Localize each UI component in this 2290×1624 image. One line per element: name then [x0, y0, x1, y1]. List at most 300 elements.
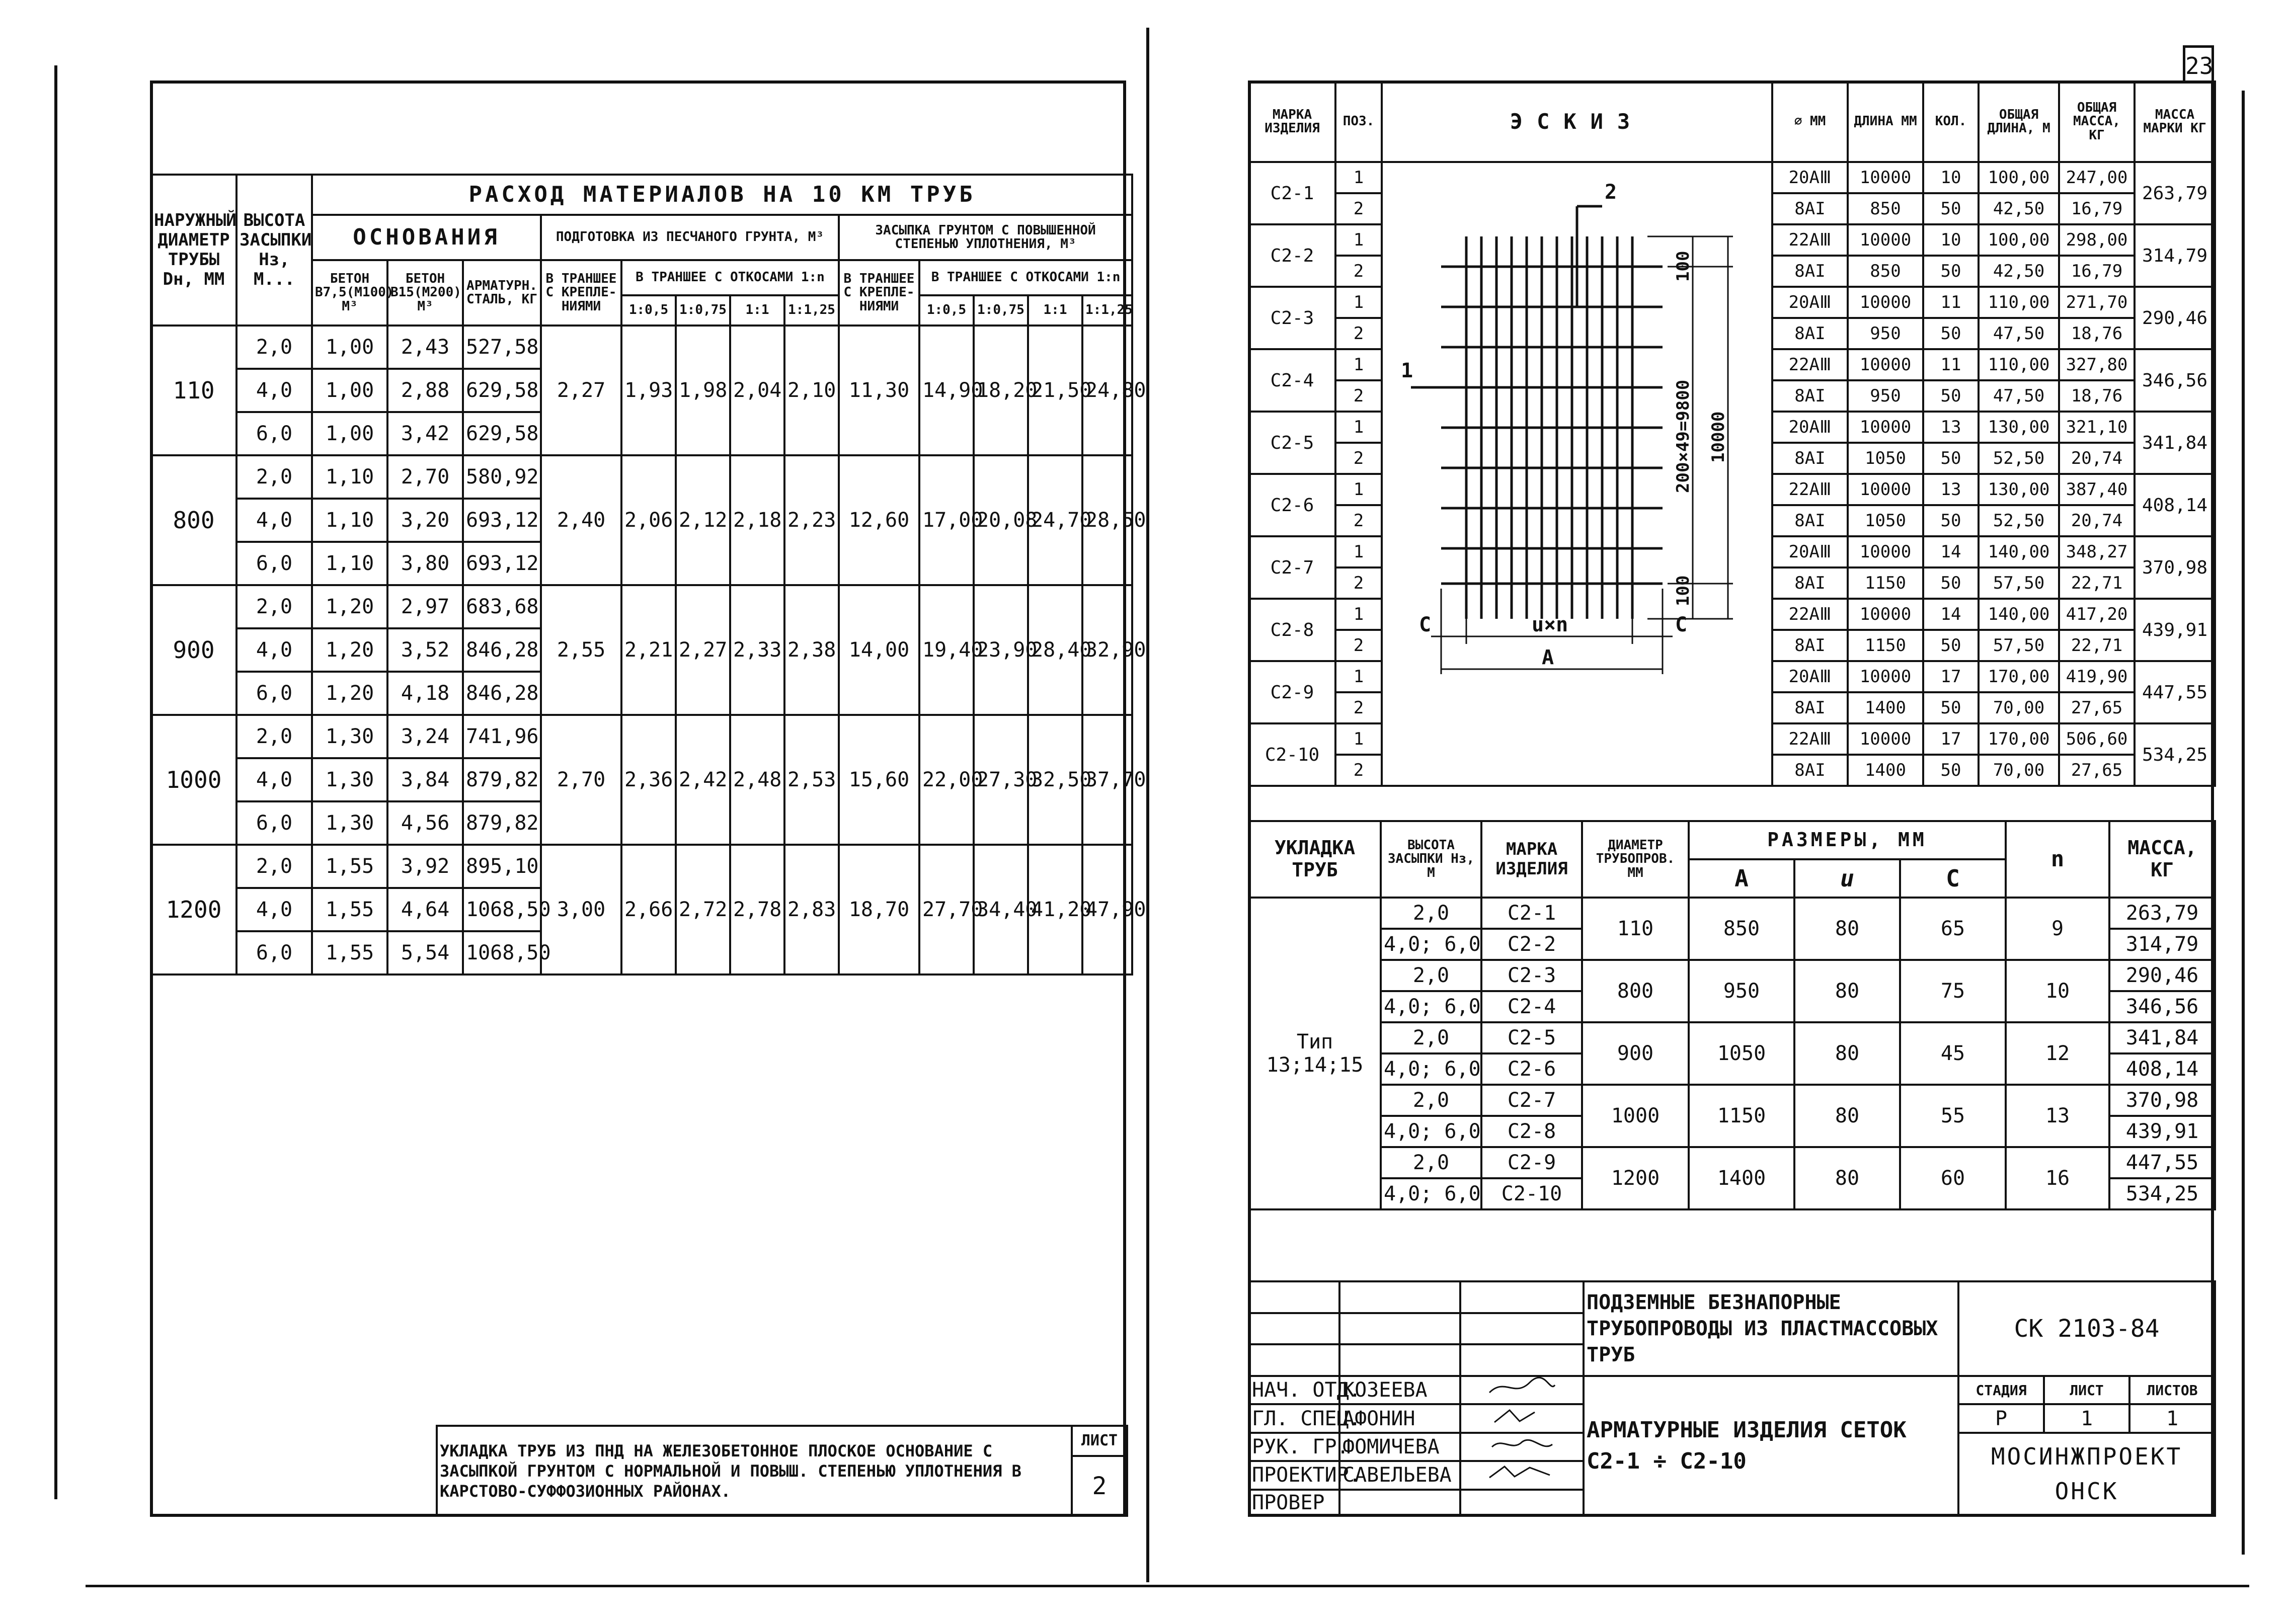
dimension-a-cell: 950 [1689, 960, 1794, 1022]
mass-cell: 263,79 [2109, 898, 2215, 929]
sand-volume-cell: 2,06 [621, 455, 676, 585]
concrete-b15-cell: 3,92 [387, 845, 463, 888]
role-label: НАЧ. ОТД. [1249, 1376, 1339, 1404]
sand-trench-slopes-header: В ТРАНШЕЕ С ОТКОСАМИ 1:n [621, 260, 839, 295]
size-header-diameter: ДИАМЕТР ТРУБОПРОВ. ММ [1582, 821, 1689, 898]
mark-mass-cell: 447,55 [2135, 661, 2215, 723]
pipe-diameter-cell: 800 [151, 455, 236, 585]
sketch-dim-end-bottom: 100 [1673, 575, 1693, 606]
bar-diameter-cell: 8АI [1772, 443, 1848, 474]
concrete-b15-cell: 4,64 [387, 888, 463, 931]
bar-diameter-cell: 22АⅢ [1772, 474, 1848, 505]
slope-header: 1:0,5 [919, 295, 974, 326]
total-mass-cell: 22,71 [2059, 630, 2135, 661]
dimension-c-cell: 65 [1900, 898, 2006, 960]
slope-header: 1:0,75 [676, 295, 730, 326]
slope-header: 1:1 [1028, 295, 1082, 326]
steel-cell: 527,58 [463, 326, 541, 369]
position-cell: 1 [1335, 224, 1382, 256]
fill-volume-cell: 27,30 [974, 715, 1028, 845]
product-mark-cell: С2-6 [1481, 1053, 1582, 1085]
materials-table-body [151, 326, 1146, 975]
table-row [151, 715, 1132, 758]
fill-height-cell: 6,0 [236, 412, 312, 455]
fill-volume-cell: 28,50 [1082, 455, 1132, 585]
sand-volume-cell: 2,33 [730, 585, 784, 715]
total-mass-cell: 20,74 [2059, 443, 2135, 474]
concrete-b15-cell: 3,42 [387, 412, 463, 455]
sand-volume-cell: 2,83 [784, 845, 839, 975]
quantity-cell: 50 [1923, 755, 1979, 786]
quantity-cell: 14 [1923, 599, 1979, 630]
sketch-pos1-label: 1 [1401, 359, 1413, 382]
mark-mass-cell: 534,25 [2135, 723, 2215, 786]
spec-header-length: ДЛИНА ММ [1848, 82, 1923, 162]
steel-header: АРМАТУРН. СТАЛЬ, КГ [463, 260, 541, 326]
sand-volume-cell: 3,00 [541, 845, 621, 975]
fill-volume-cell: 15,60 [839, 715, 919, 845]
total-length-cell: 52,50 [1979, 443, 2059, 474]
dimension-u-cell: 80 [1794, 1085, 1900, 1147]
fill-volume-cell: 32,50 [1028, 715, 1082, 845]
position-cell: 2 [1335, 380, 1382, 412]
steel-cell: 846,28 [463, 672, 541, 715]
fill-volume-cell: 19,40 [919, 585, 974, 715]
slope-header: 1:1 [730, 295, 784, 326]
fill-volume-cell: 20,08 [974, 455, 1028, 585]
bar-length-cell: 1150 [1848, 567, 1923, 599]
size-header-height: ВЫСОТА ЗАСЫПКИ Нз, М [1381, 821, 1481, 898]
slope-header: 1:0,75 [974, 295, 1028, 326]
mark-mass-cell: 314,79 [2135, 224, 2215, 287]
total-mass-cell: 20,74 [2059, 505, 2135, 536]
sketch-c-left: С [1419, 613, 1432, 636]
table-row [1249, 1022, 2215, 1053]
bar-diameter-cell: 20АⅢ [1772, 661, 1848, 692]
bar-diameter-cell: 8АI [1772, 505, 1848, 536]
signature-icon [1484, 1434, 1560, 1454]
stamp-blank [1460, 1344, 1584, 1376]
fill-height-cell: 6,0 [236, 931, 312, 975]
person-name: ФОМИЧЕВА [1339, 1433, 1460, 1461]
sand-volume-cell: 2,21 [621, 585, 676, 715]
quantity-cell: 10 [1923, 162, 1979, 193]
steel-cell: 741,96 [463, 715, 541, 758]
left-sheet-number: 2 [1072, 1456, 1127, 1516]
concrete-b75-header: БЕТОН В7,5(М100) М³ [312, 260, 387, 326]
total-length-cell: 110,00 [1979, 349, 2059, 380]
left-footer-text: УКЛАДКА ТРУБ ИЗ ПНД НА ЖЕЛЕЗОБЕТОННОЕ ПЛОСКОЕ ОСНОВАНИЕ С ЗАСЫПКОЙ ГРУНТОМ С НОРМАЛЬНОЙ И ПОВЫШ. СТЕПЕНЬЮ УПЛОТНЕНИЯ В КАРСТОВО-СУФФОЗИОННЫХ РАЙОНАХ. [437, 1426, 1072, 1516]
position-cell: 2 [1335, 567, 1382, 599]
fill-height-cell: 2,0 [236, 326, 312, 369]
person-name [1339, 1490, 1460, 1516]
product-mark-cell: С2-5 [1249, 412, 1335, 474]
bar-count-cell: 16 [2006, 1147, 2109, 1209]
steel-cell: 629,58 [463, 369, 541, 412]
sketch-c-right: С [1675, 613, 1688, 636]
concrete-b75-cell: 1,10 [312, 542, 387, 585]
total-length-cell: 57,50 [1979, 630, 2059, 661]
product-mark-cell: С2-8 [1481, 1116, 1582, 1147]
position-cell: 1 [1335, 349, 1382, 380]
spec-header-total-mass: ОБЩАЯ МАССА, КГ [2059, 82, 2135, 162]
bar-length-cell: 1150 [1848, 630, 1923, 661]
pipe-diameter-cell: 1200 [1582, 1147, 1689, 1209]
sand-volume-cell: 2,42 [676, 715, 730, 845]
table-row [1249, 898, 2215, 929]
fill-height-cell: 4,0 [236, 888, 312, 931]
signature-cell [1460, 1404, 1584, 1432]
page-number-box [2183, 45, 2214, 84]
stamp-blank [1339, 1281, 1460, 1313]
concrete-b15-cell: 2,70 [387, 455, 463, 499]
total-length-cell: 140,00 [1979, 536, 2059, 567]
fill-volume-cell: 32,90 [1082, 585, 1132, 715]
spec-header-diam: ⌀ ММ [1772, 82, 1848, 162]
sand-volume-cell: 2,10 [784, 326, 839, 455]
base-group-header: ОСНОВАНИЯ [312, 215, 541, 260]
materials-table [150, 174, 1146, 976]
concrete-b75-cell: 1,55 [312, 845, 387, 888]
stamp-blank [1339, 1313, 1460, 1345]
signature-cell [1460, 1376, 1584, 1404]
dimension-u-cell: 80 [1794, 1022, 1900, 1085]
stage-value: Р [1958, 1404, 2044, 1432]
sand-volume-cell: 1,93 [621, 326, 676, 455]
concrete-b15-cell: 2,43 [387, 326, 463, 369]
mass-cell: 346,56 [2109, 991, 2215, 1022]
sand-volume-cell: 2,18 [730, 455, 784, 585]
bottom-line [86, 1585, 2249, 1587]
quantity-cell: 14 [1923, 536, 1979, 567]
bar-length-cell: 10000 [1848, 599, 1923, 630]
total-length-cell: 100,00 [1979, 162, 2059, 193]
concrete-b15-header: БЕТОН В15(М200) М³ [387, 260, 463, 326]
fill-volume-cell: 17,00 [919, 455, 974, 585]
fill-height-cell: 2,0 [1381, 1022, 1481, 1053]
fill-height-cell: 2,0 [1381, 1085, 1481, 1116]
stage-label: СТАДИЯ [1958, 1376, 2044, 1404]
quantity-cell: 17 [1923, 661, 1979, 692]
position-cell: 2 [1335, 505, 1382, 536]
product-mark-cell: С2-9 [1481, 1147, 1582, 1178]
quantity-cell: 13 [1923, 474, 1979, 505]
bar-diameter-cell: 8АI [1772, 318, 1848, 349]
fill-volume-cell: 37,70 [1082, 715, 1132, 845]
sand-volume-cell: 2,27 [676, 585, 730, 715]
position-cell: 2 [1335, 692, 1382, 723]
size-header-a: А [1689, 859, 1794, 898]
fill-height-cell: 2,0 [236, 715, 312, 758]
fill-volume-cell: 18,20 [974, 326, 1028, 455]
size-header-laying: УКЛАДКА ТРУБ [1249, 821, 1381, 898]
bar-diameter-cell: 22АⅢ [1772, 723, 1848, 755]
size-table-body [1249, 898, 2215, 1209]
bar-length-cell: 10000 [1848, 349, 1923, 380]
bar-diameter-cell: 20АⅢ [1772, 536, 1848, 567]
left-footer [436, 1425, 1128, 1517]
stamp-blank [1249, 1344, 1339, 1376]
stamp-blank [1249, 1313, 1339, 1345]
total-length-cell: 170,00 [1979, 723, 2059, 755]
total-mass-cell: 417,20 [2059, 599, 2135, 630]
center-fold-line [1146, 28, 1149, 1582]
total-length-cell: 140,00 [1979, 599, 2059, 630]
fill-height-cell: 4,0 [236, 499, 312, 542]
sand-volume-cell: 2,23 [784, 455, 839, 585]
quantity-cell: 17 [1923, 723, 1979, 755]
signature-cell [1460, 1461, 1584, 1489]
fill-volume-cell: 28,40 [1028, 585, 1082, 715]
fill-height-cell: 4,0 [236, 628, 312, 672]
fill-height-cell: 4,0; 6,0 [1381, 1116, 1481, 1147]
table-row [151, 585, 1132, 628]
product-mark-cell: С2-2 [1481, 929, 1582, 960]
dimension-a-cell: 1400 [1689, 1147, 1794, 1209]
fill-volume-cell: 47,90 [1082, 845, 1132, 975]
total-mass-cell: 387,40 [2059, 474, 2135, 505]
quantity-cell: 50 [1923, 692, 1979, 723]
bar-length-cell: 10000 [1848, 224, 1923, 256]
bar-diameter-cell: 8АI [1772, 567, 1848, 599]
sheet-value: 1 [2044, 1404, 2129, 1432]
signature-icon [1484, 1377, 1560, 1398]
concrete-b75-cell: 1,00 [312, 412, 387, 455]
total-length-cell: 110,00 [1979, 287, 2059, 318]
size-header-c: С [1900, 859, 2006, 898]
concrete-b75-cell: 1,30 [312, 758, 387, 801]
person-name: САВЕЛЬЕВА [1339, 1461, 1460, 1489]
sketch-dim-end-top: 100 [1673, 251, 1693, 282]
mark-mass-cell: 346,56 [2135, 349, 2215, 412]
steel-cell: 580,92 [463, 455, 541, 499]
bar-length-cell: 850 [1848, 193, 1923, 224]
sheets-value: 1 [2129, 1404, 2215, 1432]
fill-height-cell: 2,0 [236, 585, 312, 628]
steel-cell: 1068,50 [463, 888, 541, 931]
mass-cell: 341,84 [2109, 1022, 2215, 1053]
size-header-dimensions: РАЗМЕРЫ, ММ [1689, 821, 2006, 859]
pipe-diameter-cell: 900 [1582, 1022, 1689, 1085]
dimension-a-cell: 1150 [1689, 1085, 1794, 1147]
total-length-cell: 70,00 [1979, 755, 2059, 786]
bar-length-cell: 10000 [1848, 661, 1923, 692]
sand-volume-cell: 2,72 [676, 845, 730, 975]
fill-volume-cell: 14,90 [919, 326, 974, 455]
bar-diameter-cell: 8АI [1772, 256, 1848, 287]
total-mass-cell: 16,79 [2059, 193, 2135, 224]
quantity-cell: 50 [1923, 443, 1979, 474]
bar-length-cell: 10000 [1848, 162, 1923, 193]
quantity-cell: 10 [1923, 224, 1979, 256]
person-name: АФОНИН [1339, 1404, 1460, 1432]
quantity-cell: 50 [1923, 193, 1979, 224]
sand-volume-cell: 2,36 [621, 715, 676, 845]
role-label: ПРОВЕР [1249, 1490, 1339, 1516]
fill-volume-cell: 11,30 [839, 326, 919, 455]
product-mark-cell: С2-10 [1481, 1178, 1582, 1209]
spec-header-sketch: ЭСКИЗ [1382, 82, 1772, 162]
mass-cell: 290,46 [2109, 960, 2215, 991]
fill-height-cell: 6,0 [236, 672, 312, 715]
concrete-b15-cell: 4,18 [387, 672, 463, 715]
concrete-b15-cell: 3,20 [387, 499, 463, 542]
bar-diameter-cell: 8АI [1772, 630, 1848, 661]
steel-cell: 693,12 [463, 499, 541, 542]
fill-volume-cell: 34,40 [974, 845, 1028, 975]
stamp-blank [1460, 1281, 1584, 1313]
concrete-b75-cell: 1,55 [312, 931, 387, 975]
sand-volume-cell: 1,98 [676, 326, 730, 455]
pipe-diameter-cell: 1200 [151, 845, 236, 975]
concrete-b75-cell: 1,20 [312, 585, 387, 628]
product-mark-cell: С2-6 [1249, 474, 1335, 536]
dimension-c-cell: 55 [1900, 1085, 2006, 1147]
bar-diameter-cell: 8АI [1772, 193, 1848, 224]
total-length-cell: 47,50 [1979, 318, 2059, 349]
position-cell: 1 [1335, 661, 1382, 692]
sand-volume-cell: 2,78 [730, 845, 784, 975]
sand-volume-cell: 2,04 [730, 326, 784, 455]
position-cell: 2 [1335, 256, 1382, 287]
product-mark-cell: С2-7 [1249, 536, 1335, 599]
pipe-diameter-cell: 800 [1582, 960, 1689, 1022]
fill-volume-cell: 14,00 [839, 585, 919, 715]
bar-length-cell: 950 [1848, 380, 1923, 412]
person-name: КОЗЕЕВА [1339, 1376, 1460, 1404]
pipe-diameter-cell: 1000 [151, 715, 236, 845]
product-mark-cell: С2-1 [1481, 898, 1582, 929]
fill-volume-cell: 27,70 [919, 845, 974, 975]
spec-header-mark: МАРКА ИЗДЕЛИЯ [1249, 82, 1335, 162]
fill-height-cell: 4,0 [236, 758, 312, 801]
total-length-cell: 70,00 [1979, 692, 2059, 723]
table-row [151, 455, 1132, 499]
product-mark-cell: С2-4 [1249, 349, 1335, 412]
quantity-cell: 50 [1923, 256, 1979, 287]
dimension-c-cell: 45 [1900, 1022, 2006, 1085]
fill-height-cell: 4,0; 6,0 [1381, 929, 1481, 960]
sketch-pos2-label: 2 [1605, 181, 1617, 204]
fill-height-cell: 4,0; 6,0 [1381, 1053, 1481, 1085]
steel-cell: 879,82 [463, 758, 541, 801]
fill-height-cell: 4,0; 6,0 [1381, 991, 1481, 1022]
bar-length-cell: 1050 [1848, 505, 1923, 536]
total-mass-cell: 506,60 [2059, 723, 2135, 755]
fill-volume-cell: 23,90 [974, 585, 1028, 715]
sand-volume-cell: 2,27 [541, 326, 621, 455]
fill-trench-fixed-header: В ТРАНШЕЕ С КРЕПЛЕ-НИЯМИ [839, 260, 919, 326]
quantity-cell: 50 [1923, 318, 1979, 349]
total-length-cell: 170,00 [1979, 661, 2059, 692]
quantity-cell: 11 [1923, 349, 1979, 380]
table-row [1249, 960, 2215, 991]
total-mass-cell: 16,79 [2059, 256, 2135, 287]
slope-header: 1:0,5 [621, 295, 676, 326]
concrete-b75-cell: 1,20 [312, 672, 387, 715]
concrete-b15-cell: 3,24 [387, 715, 463, 758]
position-cell: 2 [1335, 443, 1382, 474]
steel-cell: 693,12 [463, 542, 541, 585]
table-row [1249, 1085, 2215, 1116]
steel-cell: 879,82 [463, 801, 541, 845]
product-mark-cell: С2-7 [1481, 1085, 1582, 1116]
total-length-cell: 42,50 [1979, 256, 2059, 287]
bar-length-cell: 1400 [1848, 755, 1923, 786]
fill-volume-cell: 24,80 [1082, 326, 1132, 455]
dimension-c-cell: 60 [1900, 1147, 2006, 1209]
role-label: ПРОЕКТИР. [1249, 1461, 1339, 1489]
position-cell: 1 [1335, 536, 1382, 567]
bar-length-cell: 10000 [1848, 412, 1923, 443]
total-mass-cell: 419,90 [2059, 661, 2135, 692]
total-length-cell: 47,50 [1979, 380, 2059, 412]
fill-volume-cell: 24,70 [1028, 455, 1082, 585]
concrete-b15-cell: 3,52 [387, 628, 463, 672]
bar-diameter-cell: 22АⅢ [1772, 349, 1848, 380]
concrete-b75-cell: 1,20 [312, 628, 387, 672]
drawing-title: АРМАТУРНЫЕ ИЗДЕЛИЯ СЕТОК С2-1 ÷ С2-10 [1584, 1376, 1958, 1516]
total-mass-cell: 298,00 [2059, 224, 2135, 256]
position-cell: 1 [1335, 287, 1382, 318]
concrete-b15-cell: 3,84 [387, 758, 463, 801]
mass-cell: 439,91 [2109, 1116, 2215, 1147]
sand-volume-cell: 2,40 [541, 455, 621, 585]
sheet-label: ЛИСТ [2044, 1376, 2129, 1404]
fill-volume-cell: 22,00 [919, 715, 974, 845]
pipe-diameter-cell: 1000 [1582, 1085, 1689, 1147]
signature-cell [1460, 1490, 1584, 1516]
total-mass-cell: 321,10 [2059, 412, 2135, 443]
bar-count-cell: 12 [2006, 1022, 2109, 1085]
steel-cell: 683,68 [463, 585, 541, 628]
concrete-b75-cell: 1,30 [312, 801, 387, 845]
bar-diameter-cell: 20АⅢ [1772, 287, 1848, 318]
bar-count-cell: 13 [2006, 1085, 2109, 1147]
steel-cell: 1068,50 [463, 931, 541, 975]
quantity-cell: 50 [1923, 505, 1979, 536]
sketch-u-n-label: u×n [1532, 613, 1568, 636]
spec-header-total-length: ОБЩАЯ ДЛИНА, М [1979, 82, 2059, 162]
bar-diameter-cell: 8АI [1772, 755, 1848, 786]
steel-cell: 895,10 [463, 845, 541, 888]
col-diameter-header: НАРУЖНЫЙ ДИАМЕТР ТРУБЫ Dн, ММ [151, 175, 236, 326]
mass-cell: 447,55 [2109, 1147, 2215, 1178]
sketch-a-label: А [1542, 646, 1554, 669]
sketch-dim-total: 10000 [1708, 411, 1728, 463]
product-mark-cell: С2-3 [1481, 960, 1582, 991]
product-mark-cell: С2-5 [1481, 1022, 1582, 1053]
position-cell: 1 [1335, 723, 1382, 755]
bar-diameter-cell: 20АⅢ [1772, 162, 1848, 193]
size-header-n: n [2006, 821, 2109, 898]
laying-type-cell: Тип 13;14;15 [1249, 898, 1381, 1209]
size-table [1248, 820, 2216, 1210]
bar-length-cell: 10000 [1848, 536, 1923, 567]
concrete-b75-cell: 1,00 [312, 326, 387, 369]
sand-volume-cell: 2,48 [730, 715, 784, 845]
mark-mass-cell: 439,91 [2135, 599, 2215, 661]
dimension-c-cell: 75 [1900, 960, 2006, 1022]
bar-diameter-cell: 22АⅢ [1772, 599, 1848, 630]
project-name: ПОДЗЕМНЫЕ БЕЗНАПОРНЫЕ ТРУБОПРОВОДЫ ИЗ ПЛАСТМАССОВЫХ ТРУБ [1584, 1281, 1958, 1376]
page-number: 23 [2185, 52, 2214, 79]
pipe-diameter-cell: 110 [151, 326, 236, 455]
fill-trench-slopes-header: В ТРАНШЕЕ С ОТКОСАМИ 1:n [919, 260, 1132, 295]
size-header-mass: МАССА, КГ [2109, 821, 2215, 898]
position-cell: 2 [1335, 630, 1382, 661]
total-mass-cell: 271,70 [2059, 287, 2135, 318]
